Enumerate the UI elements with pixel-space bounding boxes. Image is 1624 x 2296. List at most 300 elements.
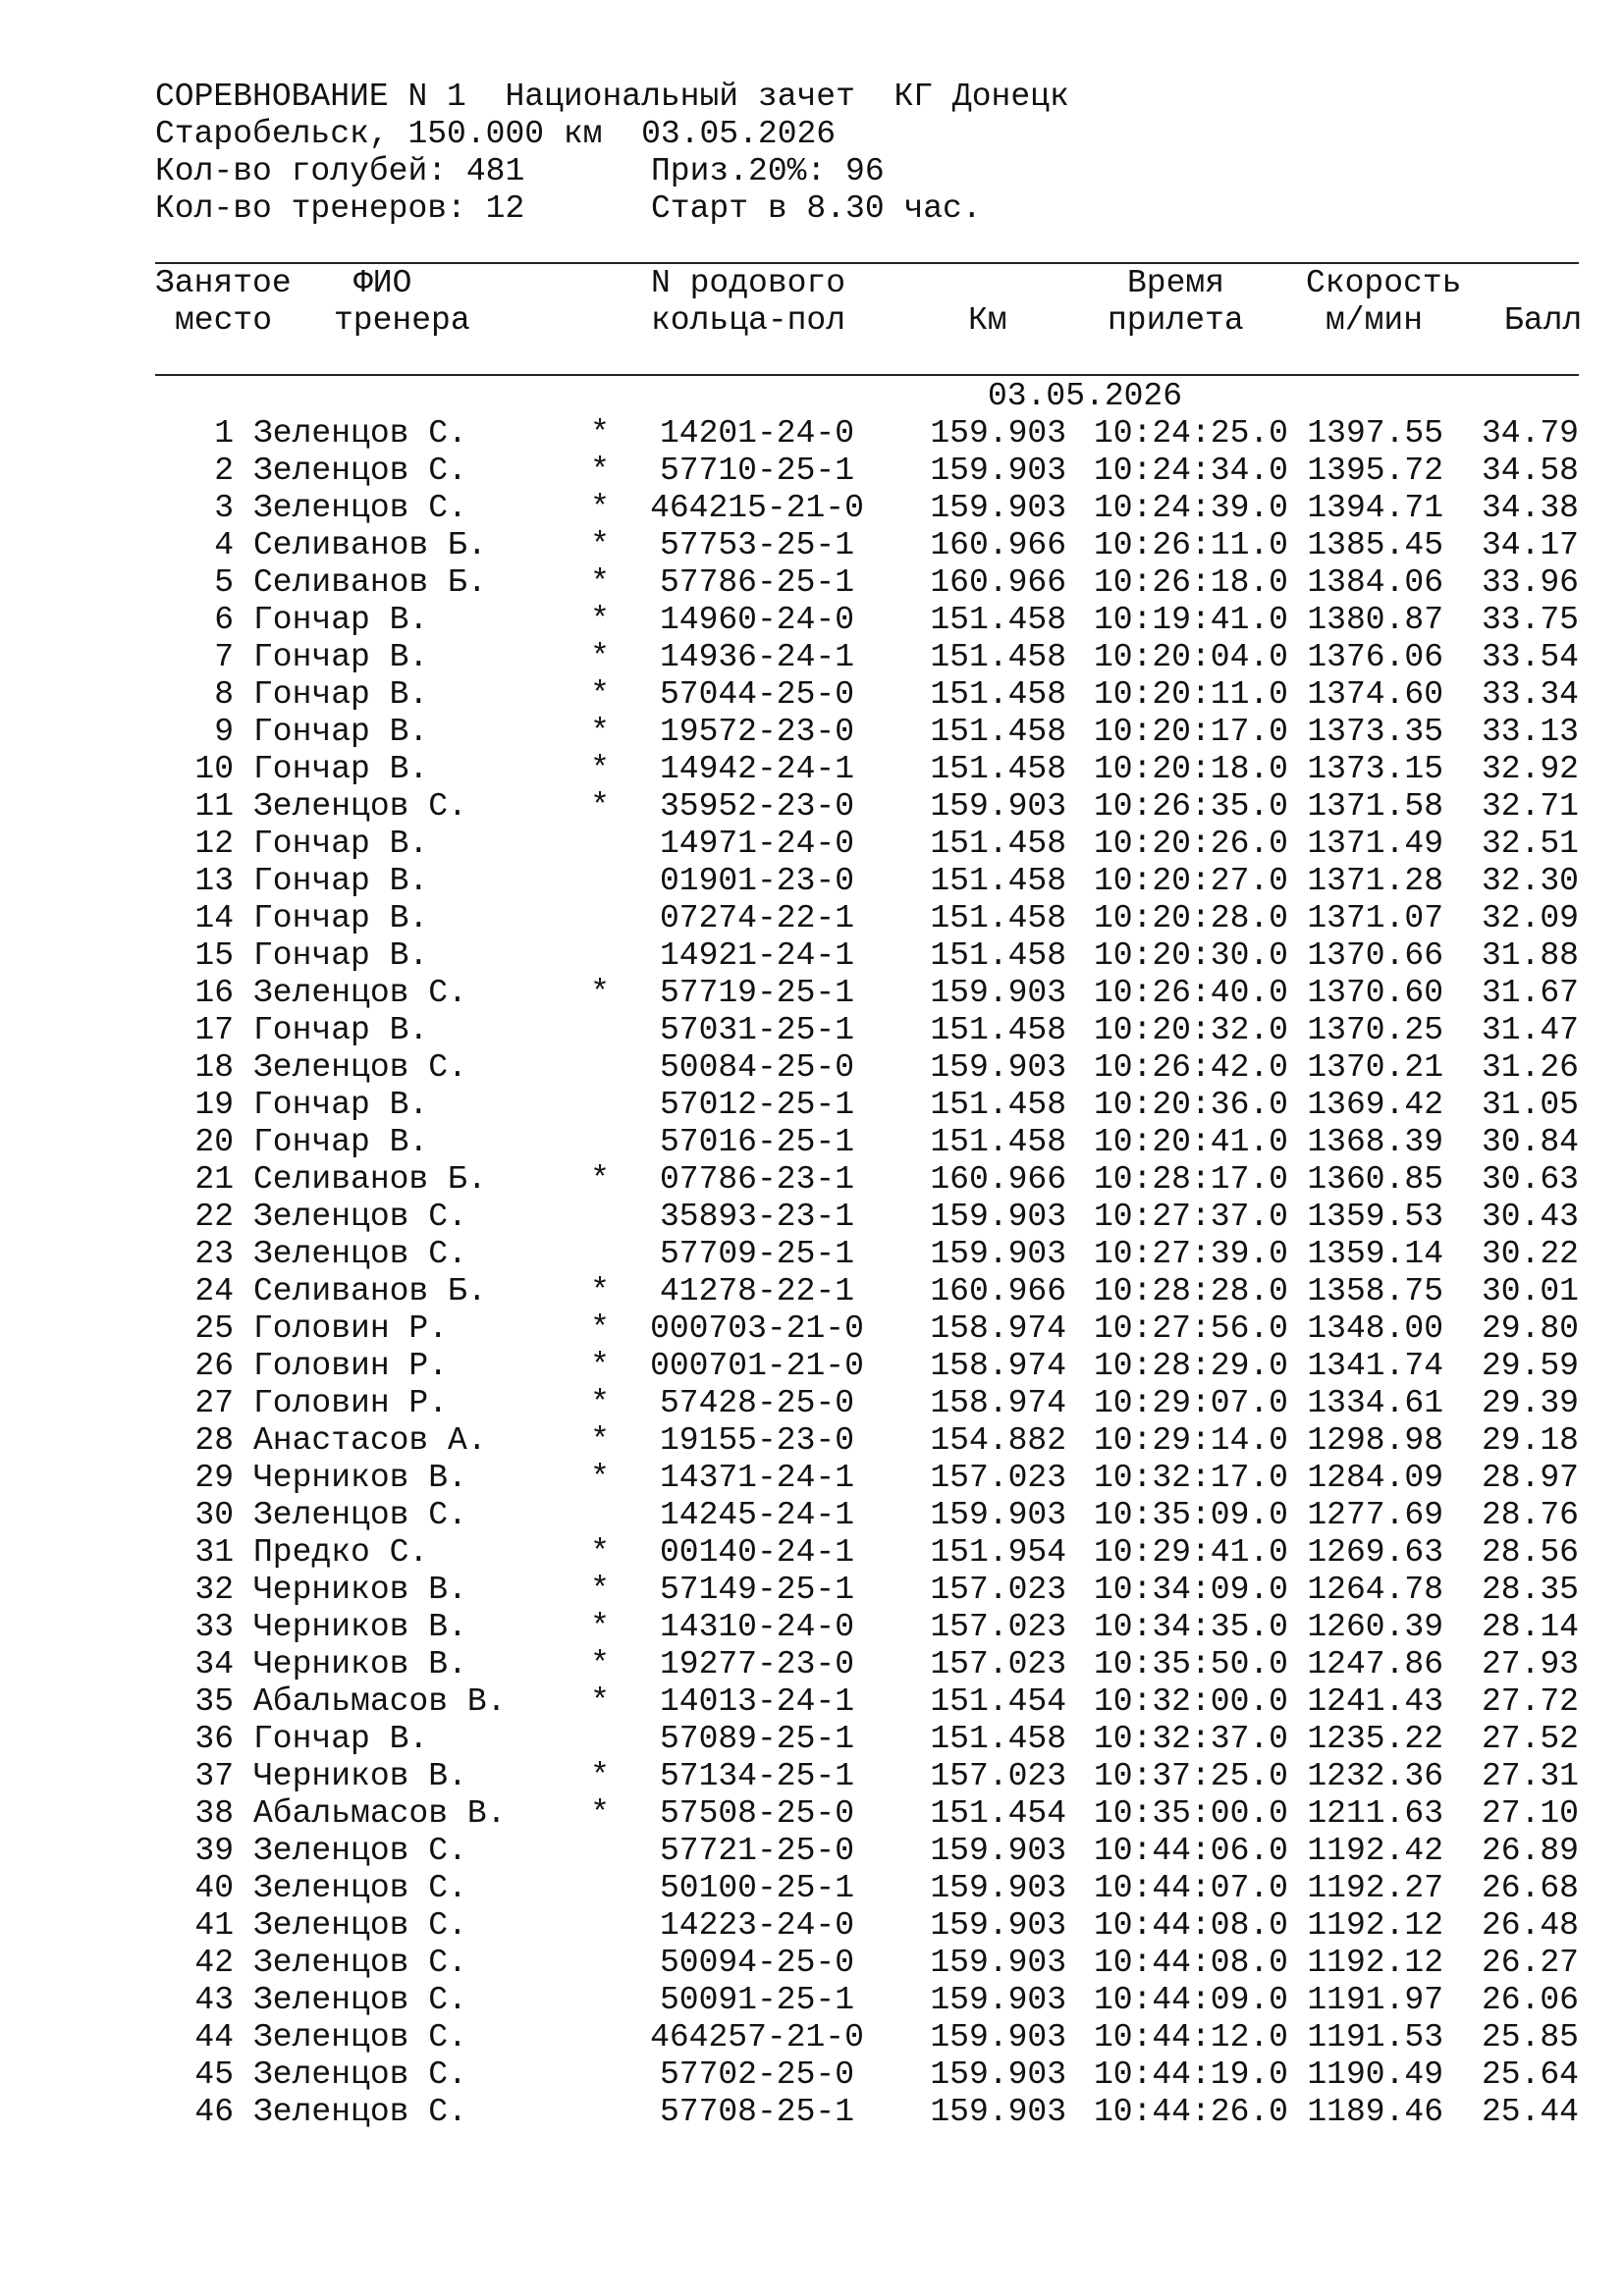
row-distance-km: 154.882: [930, 1422, 1066, 1459]
col-place-header: Занятое: [155, 265, 292, 301]
row-arrival-time: 10:44:19.0: [1093, 2056, 1288, 2093]
row-ring-number: 35893-23-1: [659, 1199, 855, 1235]
row-arrival-time: 10:19:41.0: [1093, 602, 1288, 638]
row-speed: 1376.06: [1307, 639, 1443, 675]
row-ring-number: 50100-25-1: [659, 1870, 855, 1906]
table-row: [0, 490, 1624, 527]
row-trainer-name: Гончар В.: [253, 639, 429, 675]
row-trainer-name: Зеленцов С.: [253, 490, 467, 526]
row-ring-number: 14960-24-0: [659, 602, 855, 638]
table-row: [0, 564, 1624, 602]
row-distance-km: 151.458: [930, 676, 1066, 713]
row-star: [585, 1721, 615, 1758]
row-distance-km: 151.458: [930, 826, 1066, 862]
row-score: 30.84: [1481, 1124, 1579, 1160]
row-place: 27: [194, 1385, 234, 1421]
table-row: [0, 1460, 1624, 1497]
row-place: 17: [194, 1012, 234, 1048]
table-row: [0, 1572, 1624, 1609]
table-row: [0, 1982, 1624, 2019]
row-arrival-time: 10:44:08.0: [1093, 1945, 1288, 1981]
row-place: 16: [194, 975, 234, 1011]
row-arrival-time: 10:26:40.0: [1093, 975, 1288, 1011]
row-ring-number: 57702-25-0: [659, 2056, 855, 2093]
row-distance-km: 159.903: [930, 1236, 1066, 1272]
row-star: [585, 2056, 615, 2094]
col-time-header-2: прилета: [1108, 302, 1244, 339]
row-arrival-time: 10:20:26.0: [1093, 826, 1288, 862]
row-distance-km: 159.903: [930, 490, 1066, 526]
row-distance-km: 157.023: [930, 1758, 1066, 1794]
row-score: 33.75: [1481, 602, 1579, 638]
row-arrival-time: 10:44:26.0: [1093, 2094, 1288, 2130]
table-row: [0, 1497, 1624, 1534]
row-place: 34: [194, 1646, 234, 1682]
row-arrival-time: 10:24:25.0: [1093, 415, 1288, 452]
row-arrival-time: 10:32:17.0: [1093, 1460, 1288, 1496]
row-trainer-name: Гончар В.: [253, 714, 429, 750]
row-speed: 1298.98: [1307, 1422, 1443, 1459]
row-ring-number: 50084-25-0: [659, 1049, 855, 1086]
row-arrival-time: 10:26:35.0: [1093, 788, 1288, 825]
row-trainer-name: Зеленцов С.: [253, 415, 467, 452]
row-arrival-time: 10:37:25.0: [1093, 1758, 1288, 1794]
row-speed: 1192.12: [1307, 1945, 1443, 1981]
row-score: 32.30: [1481, 863, 1579, 899]
row-star: *: [590, 490, 610, 526]
row-place: 35: [194, 1683, 234, 1720]
table-row: [0, 1124, 1624, 1161]
table-row: [0, 1049, 1624, 1087]
row-score: 28.35: [1481, 1572, 1579, 1608]
row-trainer-name: Гончар В.: [253, 826, 429, 862]
row-speed: 1369.42: [1307, 1087, 1443, 1123]
row-speed: 1191.53: [1307, 2019, 1443, 2056]
row-score: 32.71: [1481, 788, 1579, 825]
row-score: 30.43: [1481, 1199, 1579, 1235]
col-score-header: Балл: [1504, 302, 1583, 339]
row-score: 33.96: [1481, 564, 1579, 601]
row-star: *: [590, 714, 610, 750]
row-score: 25.44: [1481, 2094, 1579, 2130]
row-distance-km: 160.966: [930, 527, 1066, 563]
row-ring-number: 464215-21-0: [650, 490, 864, 526]
row-ring-number: 01901-23-0: [659, 863, 855, 899]
row-trainer-name: Зеленцов С.: [253, 2094, 467, 2130]
row-place: 26: [194, 1348, 234, 1384]
row-star: *: [590, 602, 610, 638]
row-speed: 1384.06: [1307, 564, 1443, 601]
row-star: *: [590, 1683, 610, 1720]
row-distance-km: 159.903: [930, 788, 1066, 825]
row-star: *: [590, 975, 610, 1011]
table-row: [0, 900, 1624, 937]
row-star: [585, 1833, 615, 1870]
row-trainer-name: Абальмасов В.: [253, 1683, 507, 1720]
row-star: *: [590, 1572, 610, 1608]
row-score: 31.67: [1481, 975, 1579, 1011]
row-arrival-time: 10:44:09.0: [1093, 1982, 1288, 2018]
row-trainer-name: Зеленцов С.: [253, 1945, 467, 1981]
row-place: 3: [214, 490, 234, 526]
row-score: 30.01: [1481, 1273, 1579, 1309]
table-row: [0, 453, 1624, 490]
row-star: [585, 863, 615, 900]
row-distance-km: 157.023: [930, 1460, 1066, 1496]
row-distance-km: 151.458: [930, 900, 1066, 936]
row-place: 46: [194, 2094, 234, 2130]
row-arrival-time: 10:20:32.0: [1093, 1012, 1288, 1048]
row-trainer-name: Зеленцов С.: [253, 1236, 467, 1272]
row-star: [585, 1870, 615, 1907]
row-trainer-name: Зеленцов С.: [253, 1833, 467, 1869]
row-place: 29: [194, 1460, 234, 1496]
row-trainer-name: Гончар В.: [253, 900, 429, 936]
table-row: [0, 1795, 1624, 1833]
row-trainer-name: Зеленцов С.: [253, 1497, 467, 1533]
row-arrival-time: 10:20:11.0: [1093, 676, 1288, 713]
row-trainer-name: Зеленцов С.: [253, 1870, 467, 1906]
row-star: *: [590, 1534, 610, 1571]
row-distance-km: 158.974: [930, 1348, 1066, 1384]
row-trainer-name: Головин Р.: [253, 1348, 449, 1384]
row-speed: 1260.39: [1307, 1609, 1443, 1645]
row-speed: 1190.49: [1307, 2056, 1443, 2093]
row-star: *: [590, 1310, 610, 1347]
pigeon-count: Кол-во голубей: 481: [155, 153, 525, 189]
row-arrival-time: 10:20:36.0: [1093, 1087, 1288, 1123]
row-score: 26.06: [1481, 1982, 1579, 2018]
table-row: [0, 1609, 1624, 1646]
row-score: 29.18: [1481, 1422, 1579, 1459]
row-trainer-name: Черников В.: [253, 1609, 467, 1645]
row-arrival-time: 10:44:06.0: [1093, 1833, 1288, 1869]
row-score: 27.52: [1481, 1721, 1579, 1757]
row-ring-number: 14971-24-0: [659, 826, 855, 862]
row-speed: 1189.46: [1307, 2094, 1443, 2130]
row-arrival-time: 10:34:09.0: [1093, 1572, 1288, 1608]
row-speed: 1247.86: [1307, 1646, 1443, 1682]
row-trainer-name: Зеленцов С.: [253, 453, 467, 489]
row-star: *: [590, 1460, 610, 1496]
table-row: [0, 1721, 1624, 1758]
row-arrival-time: 10:35:50.0: [1093, 1646, 1288, 1682]
row-place: 12: [194, 826, 234, 862]
row-place: 32: [194, 1572, 234, 1608]
row-star: *: [590, 1161, 610, 1198]
row-ring-number: 57719-25-1: [659, 975, 855, 1011]
row-place: 41: [194, 1907, 234, 1944]
row-trainer-name: Зеленцов С.: [253, 1982, 467, 2018]
row-score: 29.59: [1481, 1348, 1579, 1384]
col-ring-header-2: кольца-пол: [651, 302, 846, 339]
row-star: *: [590, 527, 610, 563]
row-arrival-time: 10:20:30.0: [1093, 937, 1288, 974]
row-speed: 1359.53: [1307, 1199, 1443, 1235]
row-place: 6: [214, 602, 234, 638]
row-speed: 1368.39: [1307, 1124, 1443, 1160]
trainer-count: Кол-во тренеров: 12: [155, 190, 525, 227]
row-score: 30.63: [1481, 1161, 1579, 1198]
row-trainer-name: Зеленцов С.: [253, 2056, 467, 2093]
row-star: [585, 1236, 615, 1273]
row-place: 22: [194, 1199, 234, 1235]
table-row: [0, 863, 1624, 900]
row-star: *: [590, 1758, 610, 1794]
table-row: [0, 1907, 1624, 1945]
row-speed: 1371.07: [1307, 900, 1443, 936]
row-arrival-time: 10:24:39.0: [1093, 490, 1288, 526]
row-score: 28.97: [1481, 1460, 1579, 1496]
row-speed: 1370.60: [1307, 975, 1443, 1011]
row-speed: 1360.85: [1307, 1161, 1443, 1198]
row-ring-number: 50094-25-0: [659, 1945, 855, 1981]
table-row: [0, 937, 1624, 975]
row-ring-number: 57721-25-0: [659, 1833, 855, 1869]
row-place: 25: [194, 1310, 234, 1347]
row-speed: 1370.66: [1307, 937, 1443, 974]
row-speed: 1397.55: [1307, 415, 1443, 452]
row-score: 33.34: [1481, 676, 1579, 713]
row-score: 34.17: [1481, 527, 1579, 563]
row-ring-number: 35952-23-0: [659, 788, 855, 825]
table-row: [0, 788, 1624, 826]
row-speed: 1211.63: [1307, 1795, 1443, 1832]
row-place: 23: [194, 1236, 234, 1272]
row-arrival-time: 10:35:00.0: [1093, 1795, 1288, 1832]
row-star: [585, 1907, 615, 1945]
row-distance-km: 159.903: [930, 1833, 1066, 1869]
row-ring-number: 14936-24-1: [659, 639, 855, 675]
row-place: 4: [214, 527, 234, 563]
row-trainer-name: Селиванов Б.: [253, 564, 487, 601]
row-arrival-time: 10:44:07.0: [1093, 1870, 1288, 1906]
row-place: 5: [214, 564, 234, 601]
row-star: *: [590, 415, 610, 452]
row-arrival-time: 10:32:37.0: [1093, 1721, 1288, 1757]
row-score: 27.93: [1481, 1646, 1579, 1682]
row-place: 7: [214, 639, 234, 675]
row-arrival-time: 10:29:14.0: [1093, 1422, 1288, 1459]
row-distance-km: 159.903: [930, 1199, 1066, 1235]
row-arrival-time: 10:29:41.0: [1093, 1534, 1288, 1571]
row-distance-km: 160.966: [930, 1273, 1066, 1309]
row-trainer-name: Селиванов Б.: [253, 1161, 487, 1198]
row-star: *: [590, 676, 610, 713]
row-speed: 1192.27: [1307, 1870, 1443, 1906]
row-star: [585, 1945, 615, 1982]
row-ring-number: 14201-24-0: [659, 415, 855, 452]
row-score: 33.54: [1481, 639, 1579, 675]
row-distance-km: 159.903: [930, 1497, 1066, 1533]
row-star: [585, 1087, 615, 1124]
row-star: [585, 1124, 615, 1161]
table-row: [0, 1310, 1624, 1348]
row-speed: 1348.00: [1307, 1310, 1443, 1347]
row-score: 29.80: [1481, 1310, 1579, 1347]
table-row: [0, 1422, 1624, 1460]
row-ring-number: 000701-21-0: [650, 1348, 864, 1384]
row-star: *: [590, 1609, 610, 1645]
row-arrival-time: 10:20:41.0: [1093, 1124, 1288, 1160]
row-trainer-name: Анастасов А.: [253, 1422, 487, 1459]
row-ring-number: 14223-24-0: [659, 1907, 855, 1944]
row-speed: 1192.42: [1307, 1833, 1443, 1869]
prize-count: Приз.20%: 96: [651, 153, 885, 189]
row-place: 1: [214, 415, 234, 452]
row-arrival-time: 10:29:07.0: [1093, 1385, 1288, 1421]
row-score: 31.05: [1481, 1087, 1579, 1123]
row-distance-km: 151.458: [930, 1012, 1066, 1048]
row-trainer-name: Зеленцов С.: [253, 788, 467, 825]
row-ring-number: 14921-24-1: [659, 937, 855, 974]
row-distance-km: 151.458: [930, 751, 1066, 787]
row-ring-number: 07786-23-1: [659, 1161, 855, 1198]
row-ring-number: 14371-24-1: [659, 1460, 855, 1496]
row-arrival-time: 10:27:37.0: [1093, 1199, 1288, 1235]
row-ring-number: 14310-24-0: [659, 1609, 855, 1645]
row-ring-number: 14013-24-1: [659, 1683, 855, 1720]
row-score: 28.76: [1481, 1497, 1579, 1533]
row-place: 13: [194, 863, 234, 899]
row-ring-number: 57709-25-1: [659, 1236, 855, 1272]
row-star: [585, 826, 615, 863]
row-place: 19: [194, 1087, 234, 1123]
row-ring-number: 57708-25-1: [659, 2094, 855, 2130]
row-speed: 1232.36: [1307, 1758, 1443, 1794]
table-row: [0, 1833, 1624, 1870]
row-arrival-time: 10:28:28.0: [1093, 1273, 1288, 1309]
row-star: *: [590, 1348, 610, 1384]
row-trainer-name: Зеленцов С.: [253, 975, 467, 1011]
table-row: [0, 1385, 1624, 1422]
row-speed: 1371.28: [1307, 863, 1443, 899]
table-row: [0, 1012, 1624, 1049]
row-ring-number: 57786-25-1: [659, 564, 855, 601]
col-ring-header: N родового: [651, 265, 846, 301]
row-arrival-time: 10:20:28.0: [1093, 900, 1288, 936]
row-distance-km: 159.903: [930, 2094, 1066, 2130]
col-fio-header-2: тренера: [334, 302, 470, 339]
row-speed: 1370.25: [1307, 1012, 1443, 1048]
row-score: 33.13: [1481, 714, 1579, 750]
row-trainer-name: Селиванов Б.: [253, 1273, 487, 1309]
row-ring-number: 57710-25-1: [659, 453, 855, 489]
row-place: 39: [194, 1833, 234, 1869]
row-ring-number: 57016-25-1: [659, 1124, 855, 1160]
row-ring-number: 00140-24-1: [659, 1534, 855, 1571]
row-distance-km: 159.903: [930, 453, 1066, 489]
table-row: [0, 1683, 1624, 1721]
row-distance-km: 157.023: [930, 1646, 1066, 1682]
results-date: 03.05.2026: [988, 378, 1183, 414]
start-time: Старт в 8.30 час.: [651, 190, 982, 227]
competition-title: СОРЕВНОВАНИЕ N 1 Национальный зачет КГ Донецк: [155, 79, 1069, 115]
table-row: [0, 826, 1624, 863]
row-trainer-name: Зеленцов С.: [253, 1199, 467, 1235]
row-score: 34.38: [1481, 490, 1579, 526]
row-distance-km: 151.458: [930, 1721, 1066, 1757]
table-row: [0, 639, 1624, 676]
row-speed: 1380.87: [1307, 602, 1443, 638]
row-speed: 1371.58: [1307, 788, 1443, 825]
col-km-header: Км: [968, 302, 1007, 339]
row-speed: 1284.09: [1307, 1460, 1443, 1496]
table-row: [0, 1161, 1624, 1199]
row-ring-number: 14942-24-1: [659, 751, 855, 787]
row-score: 34.79: [1481, 415, 1579, 452]
row-place: 38: [194, 1795, 234, 1832]
row-trainer-name: Зеленцов С.: [253, 1049, 467, 1086]
row-trainer-name: Гончар В.: [253, 1087, 429, 1123]
row-place: 21: [194, 1161, 234, 1198]
row-distance-km: 159.903: [930, 415, 1066, 452]
row-trainer-name: Селиванов Б.: [253, 527, 487, 563]
row-speed: 1373.15: [1307, 751, 1443, 787]
row-distance-km: 159.903: [930, 2019, 1066, 2056]
row-score: 27.31: [1481, 1758, 1579, 1794]
row-score: 32.09: [1481, 900, 1579, 936]
table-row: [0, 2056, 1624, 2094]
row-place: 8: [214, 676, 234, 713]
header-divider-top: [155, 262, 1579, 264]
row-place: 20: [194, 1124, 234, 1160]
row-distance-km: 159.903: [930, 1982, 1066, 2018]
row-distance-km: 151.458: [930, 602, 1066, 638]
row-score: 27.10: [1481, 1795, 1579, 1832]
row-distance-km: 160.966: [930, 564, 1066, 601]
row-star: [585, 937, 615, 975]
row-trainer-name: Зеленцов С.: [253, 1907, 467, 1944]
row-speed: 1277.69: [1307, 1497, 1443, 1533]
row-trainer-name: Зеленцов С.: [253, 2019, 467, 2056]
row-speed: 1235.22: [1307, 1721, 1443, 1757]
row-ring-number: 19277-23-0: [659, 1646, 855, 1682]
row-score: 26.48: [1481, 1907, 1579, 1944]
row-place: 10: [194, 751, 234, 787]
table-row: [0, 676, 1624, 714]
row-arrival-time: 10:20:18.0: [1093, 751, 1288, 787]
row-ring-number: 57134-25-1: [659, 1758, 855, 1794]
row-distance-km: 159.903: [930, 1945, 1066, 1981]
row-score: 26.89: [1481, 1833, 1579, 1869]
row-star: *: [590, 1273, 610, 1309]
row-score: 29.39: [1481, 1385, 1579, 1421]
row-star: [585, 1049, 615, 1087]
table-row: [0, 1087, 1624, 1124]
row-ring-number: 50091-25-1: [659, 1982, 855, 2018]
row-arrival-time: 10:26:42.0: [1093, 1049, 1288, 1086]
row-speed: 1370.21: [1307, 1049, 1443, 1086]
table-row: [0, 1348, 1624, 1385]
col-fio-header: ФИО: [353, 265, 412, 301]
row-star: *: [590, 751, 610, 787]
table-row: [0, 1534, 1624, 1572]
row-speed: 1359.14: [1307, 1236, 1443, 1272]
row-place: 44: [194, 2019, 234, 2056]
row-star: *: [590, 639, 610, 675]
row-star: [585, 900, 615, 937]
row-arrival-time: 10:28:17.0: [1093, 1161, 1288, 1198]
row-score: 28.14: [1481, 1609, 1579, 1645]
row-distance-km: 151.458: [930, 1087, 1066, 1123]
row-distance-km: 159.903: [930, 1907, 1066, 1944]
table-row: [0, 602, 1624, 639]
row-star: [585, 1012, 615, 1049]
row-arrival-time: 10:34:35.0: [1093, 1609, 1288, 1645]
row-arrival-time: 10:20:04.0: [1093, 639, 1288, 675]
row-place: 28: [194, 1422, 234, 1459]
